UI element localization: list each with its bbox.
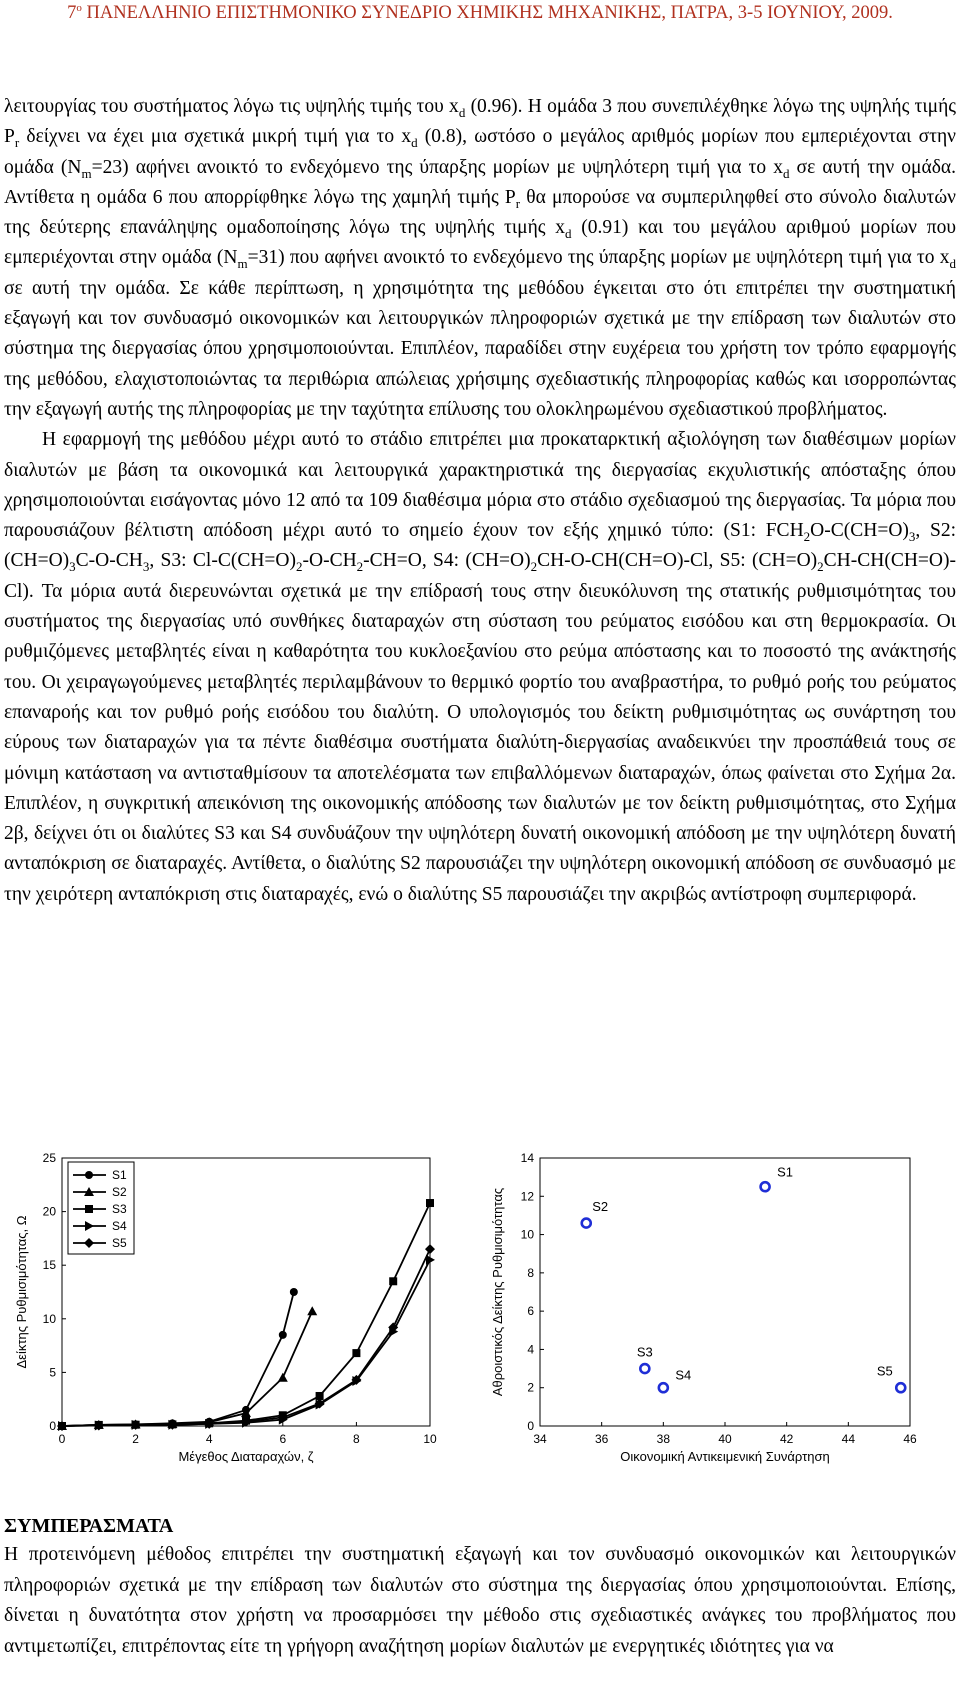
- text-run: , S2: (CH=O): [4, 520, 956, 572]
- paragraph-2: [4, 425, 956, 910]
- x-tick-label: 4: [205, 1432, 213, 1446]
- subscript: r: [14, 135, 20, 151]
- scatter-point-s5: [896, 1383, 905, 1392]
- y-tick-label: 14: [520, 1151, 534, 1165]
- text-run: Η εφαρμογή της μεθόδου μέχρι αυτό το στάδιο επιτρέπει μια προκαταρκτική αξιολόγηση των διαθέσιμων μορίων διαλυτών με βάση τα οικονομικά και λειτουργικά χαρακτηριστικά της διεργασίας εκχυλιστικής απόσταξης όπου χρησιμοποιούνται εισάγοντας μόνο 12 από τα 109 διαθέσιμα μόρια στο στάδιο σχεδιασμού της διεργασίας. Τα μόρια που παρουσιάζουν βέλτιστη απόδοση μέχρι αυτό το σημείο έχουν τον εξής χημικό τύπο: (S1: FCH: [4, 429, 956, 542]
- point-label: S3: [636, 1344, 653, 1360]
- text-run: (0.8), ωστόσο ο μεγάλος αριθμός μορίων που εμπεριέχονται στην ομάδα (N: [4, 126, 956, 178]
- legend-marker: [85, 1171, 93, 1179]
- subscript: m: [237, 256, 248, 272]
- x-tick-label: 44: [841, 1432, 856, 1446]
- y-tick-label: 2: [527, 1380, 534, 1395]
- y-axis-label: Αθροιστικός Δείκτης Ρυθμισιμότητας: [490, 1187, 505, 1397]
- text-run: =23) αφήνει ανοικτό το ενδεχόμενο της ύπαρξης μορίων με υψηλότερη τιμή για το x: [91, 156, 783, 178]
- point-label: S5: [876, 1363, 893, 1379]
- text-run: λειτουργίας του συστήματος λόγω τις υψηλής τιμής του x: [4, 96, 459, 117]
- text-run: (0.96). Η ομάδα 3 που συνεπιλέχθηκε λόγω της υψηλής τιμής P: [4, 96, 956, 148]
- header-ordinal: 7: [67, 3, 77, 24]
- series-s1: [58, 1288, 298, 1430]
- conclusions-section: [4, 1512, 956, 1662]
- text-run: O-C(CH=O): [810, 520, 909, 542]
- text-run: CH-CH(CH=O)-Cl). Τα μόρια αυτά διερευνώνται σχετικά με την επίδρασή τους στην διευκόλυνση της στατικής ρυθμισιμότητας του συστήματος της διεργασίας υπό συνθήκες διαταραχών στη σύσταση του ρεύματος εισόδου και στη θερμοκρασία. Οι ρυθμιζόμενες μεταβλητές είναι η καθαρότητα του κυκλοεξανίου στο ρεύμα απόστασης και το ποσοστό της ανάκτησής του. Οι χειραγωγούμενες μεταβλητές περιλαμβάνουν το θερμικό φορτίο του αναβραστήρα, το ρυθμό ροής του ρεύματος επαναροής και τον ρυθμό ροής εισόδου του διαλύτη. Ο υπολογισμός του δείκτη ρυθμισιμότητας ως συνάρτηση του εύρους των διαταραχών για τα πέντε διαθέσιμα συστήματα διαλύτη-διεργασίας αναδεικνύει την προσπάθειά τους σε μόνιμη κατάσταση να αντισταθμίσουν τα αποτελέσματα των επιβαλλόμενων διαταραχών, όπως φαίνεται στο Σχήμα 2α. Επιπλέον, η συγκριτική απεικόνιση της οικονομικής απόδοσης των διαλυτών με τον δείκτη ρυθμισιμότητας, στο Σχήμα 2β, δείχνει ότι οι διαλύτες S3 και S4 συνδυάζουν την υψηλότερη δυνατή οικονομική απόδοση με την υψηλότερη δυνατή ανταπόκριση σε διαταραχές. Αντίθετα, ο διαλύτης S2 παρουσιάζει την υψηλότερη οικονομική απόδοση σε συνδυασμό με την χειρότερη ανταπόκριση στις διαταραχές, ενώ ο διαλύτης S5 παρουσιάζει την ακριβώς αντίστροφη συμπεριφορά.: [4, 550, 956, 905]
- subscript: d: [411, 135, 418, 151]
- x-tick-label: 10: [423, 1432, 437, 1446]
- text-run: C-O-CH: [75, 550, 143, 572]
- subscript: d: [949, 256, 956, 272]
- subscript: 2: [803, 529, 811, 545]
- subscript: d: [782, 165, 790, 181]
- x-tick-label: 42: [779, 1432, 794, 1446]
- x-tick-label: 40: [718, 1432, 732, 1446]
- series-s5: [57, 1244, 435, 1431]
- text-run: (0.91) και του μεγάλου αριθμού μορίων που εμπεριέχονται στην ομάδα (N: [4, 217, 956, 269]
- y-axis-label: Δείκτης Ρυθμισιμότητας, Ω: [14, 1215, 29, 1369]
- subscript: m: [81, 165, 92, 181]
- legend-label: S5: [112, 1236, 127, 1250]
- data-point: [278, 1373, 288, 1382]
- paragraph-1: [4, 92, 956, 425]
- subscript: 2: [356, 559, 364, 575]
- legend-label: S4: [112, 1219, 127, 1233]
- subscript: 2: [296, 559, 303, 575]
- y-tick-label: 4: [527, 1342, 534, 1357]
- y-tick-label: 8: [527, 1265, 534, 1280]
- scatter-point-s4: [659, 1383, 668, 1392]
- text-run: =31) που αφήνει ανοικτό το ενδεχόμενο της ύπαρξης μορίων με υψηλότερη τιμή για το x: [247, 247, 950, 269]
- text-run: σε αυτή την ομάδα. Σε κάθε περίπτωση, η χρησιμότητα της μεθόδου έγκειται στο ότι επιτρέπει την συστηματική εξαγωγή και τον συνδυασμό οικονομικών και λειτουργικών πληροφοριών σχετικά με την επίδραση των διαλυτών στο σύστημα της διεργασίας όπου χρησιμοποιούνται. Επιπλέον, παραδίδει στην ευχέρεια του χρήστη τον τρόπο εφαρμογής της μεθόδου, ελαχιστοποιώντας τα περιθώρια απώλειας χρήσιμης σχεδιαστικής πληροφορίας καθώς και ισορροπώντας την εξαγωγή αυτής της πληροφορίας με την ταχύτητα επίλυσης του ολοκληρωμένου σχεδιαστικού προβλήματος.: [4, 277, 956, 420]
- text-run: -O-CH: [302, 550, 357, 572]
- scatter-point-s3: [640, 1364, 649, 1373]
- text-run: σε αυτή την ομάδα. Αντίθετα η ομάδα 6 που απορρίφθηκε λόγω της χαμηλή τιμής P: [4, 156, 956, 208]
- scatter-point-s1: [761, 1182, 770, 1191]
- point-label: S2: [592, 1199, 609, 1215]
- y-tick-label: 6: [527, 1304, 534, 1319]
- body-text: [4, 92, 956, 910]
- legend-marker: [85, 1205, 93, 1213]
- point-label: S1: [777, 1164, 793, 1180]
- legend-label: S3: [112, 1202, 127, 1216]
- subscript: 3: [908, 529, 916, 545]
- x-axis-label: Μέγεθος Διαταραχών, ζ: [178, 1449, 314, 1464]
- chart-controllability-vs-economics: [480, 1140, 960, 1480]
- point-label: S4: [675, 1367, 692, 1383]
- y-tick-label: 25: [42, 1151, 56, 1165]
- series-s4: [58, 1255, 435, 1431]
- subscript: 2: [817, 559, 824, 575]
- y-tick-label: 20: [42, 1204, 56, 1219]
- x-axis-label: Οικονομική Αντικειμενική Συνάρτηση: [620, 1449, 830, 1464]
- text-run: CH-O-CH(CH=O)-Cl, S5: (CH=O): [537, 550, 818, 572]
- data-point: [389, 1277, 397, 1285]
- subscript: 3: [69, 559, 76, 575]
- text-run: θα μπορούσε να συμπεριληφθεί στο σύνολο διαλυτών της δεύτερης επανάληψης ομαδοποίησης λόγω της υψηλής τιμής x: [4, 186, 956, 239]
- y-tick-label: 10: [520, 1227, 534, 1242]
- x-tick-label: 36: [594, 1432, 609, 1446]
- data-point: [426, 1199, 434, 1207]
- x-tick-label: 38: [656, 1432, 671, 1446]
- subscript: r: [515, 195, 521, 211]
- text-run: -CH=O, S4: (CH=O): [363, 550, 531, 572]
- x-tick-label: 46: [903, 1432, 917, 1446]
- subscript: d: [565, 226, 572, 242]
- section-heading: ΣΥΜΠΕΡΑΣΜΑΤΑ: [4, 1515, 174, 1537]
- data-point: [290, 1288, 298, 1296]
- x-tick-label: 6: [279, 1432, 287, 1446]
- conference-header: [0, 2, 960, 24]
- x-tick-label: 34: [533, 1432, 547, 1446]
- series-s2: [57, 1306, 317, 1430]
- legend-label: S2: [112, 1185, 127, 1199]
- data-point: [307, 1306, 317, 1315]
- series-line: [62, 1311, 312, 1426]
- legend: [68, 1162, 134, 1254]
- subscript: 2: [530, 559, 538, 575]
- text-run: δείχνει να έχει μια σχετικά μικρή τιμή για το x: [19, 126, 412, 148]
- x-tick-label: 8: [353, 1432, 360, 1446]
- y-tick-label: 5: [49, 1365, 56, 1380]
- x-tick-label: 2: [132, 1432, 139, 1446]
- y-tick-label: 12: [520, 1189, 534, 1204]
- y-tick-label: 0: [527, 1419, 534, 1433]
- data-point: [425, 1244, 435, 1254]
- subscript: d: [458, 104, 466, 120]
- chart-controllability-vs-disturbance: [0, 1140, 460, 1480]
- header-title: ΠΑΝΕΛΛΗΝΙΟ ΕΠΙΣΤΗΜΟΝΙΚΟ ΣΥΝΕΔΡΙΟ ΧΗΜΙΚΗΣ ΜΗΧΑΝΙΚΗΣ, ΠΑΤΡΑ, 3-5 ΙΟΥΝΙΟΥ, 2009.: [81, 3, 893, 24]
- scatter-point-s2: [582, 1219, 591, 1228]
- series-line: [62, 1260, 430, 1426]
- series-line: [62, 1249, 430, 1426]
- data-point: [352, 1349, 360, 1357]
- subscript: 3: [142, 559, 150, 575]
- conclusions-paragraph: Η προτεινόμενη μέθοδος επιτρέπει την συστηματική εξαγωγή και τον συνδυασμό οικονομικών και λειτουργικών πληροφοριών σχετικά με την επίδραση των διαλυτών στο σύστημα της διεργασίας όπου χρησιμοποιούνται. Επίσης, δίνεται η δυνατότητα στον χρήστη να προσαρμόσει την μέθοδο στις σχεδιαστικές ανάγκες του προβλήματος που αντιμετωπίζει, επιτρέποντας είτε τη γρήγορη αναζήτηση μορίων διαλυτών με ενεργητικές ιδιότητες για να: [4, 1544, 956, 1657]
- legend-label: S1: [112, 1168, 127, 1182]
- header-ordinal-sup: ο: [76, 2, 82, 14]
- data-point: [279, 1331, 287, 1339]
- y-tick-label: 15: [42, 1258, 56, 1273]
- y-tick-label: 10: [42, 1311, 56, 1326]
- x-tick-label: 0: [58, 1432, 66, 1446]
- series-line: [62, 1292, 294, 1426]
- text-run: , S3: Cl-C(CH=O): [149, 550, 296, 572]
- y-tick-label: 0: [49, 1419, 56, 1433]
- figure-2: [0, 1140, 960, 1480]
